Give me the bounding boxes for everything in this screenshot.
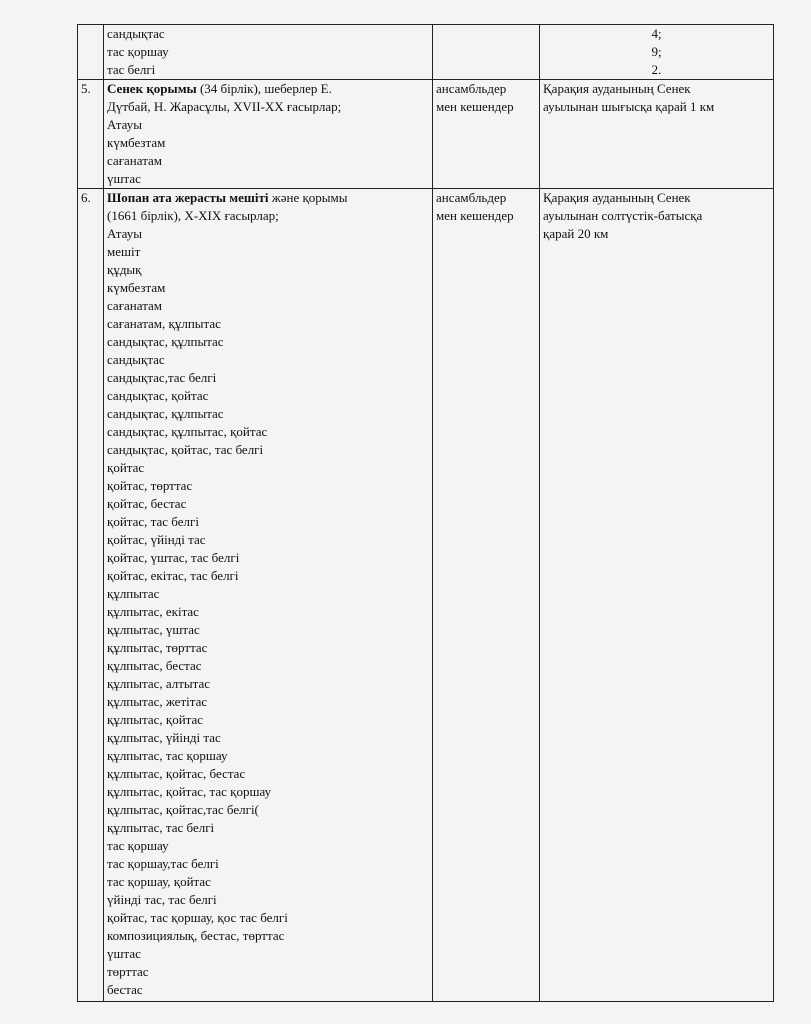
list-item: құлпытас, қойтас bbox=[107, 712, 204, 727]
list-item: сағанатам, құлпытас bbox=[107, 316, 221, 331]
list-item: қойтас, бестас bbox=[107, 496, 187, 511]
list-item: тас қоршау bbox=[107, 838, 169, 853]
table-row bbox=[78, 25, 774, 80]
list-item: құлпытас, қойтас,тас белгі( bbox=[107, 802, 259, 817]
list-item: қойтас, тас белгі bbox=[107, 514, 199, 529]
list-item: құлпытас, үйінді тас bbox=[107, 730, 221, 745]
row-title-line2: (1661 бірлік), X-XIX ғасырлар; bbox=[107, 208, 279, 223]
list-item: құлпытас, тас қоршау bbox=[107, 748, 228, 763]
list-item: қойтас, үйінді тас bbox=[107, 532, 206, 547]
list-item: сағанатам bbox=[107, 153, 163, 168]
row-title-rest: (34 бірлік), шеберлер Е. bbox=[196, 81, 332, 96]
list-item: сандықтас bbox=[107, 352, 165, 367]
list-item: құлпытас, үштас bbox=[107, 622, 200, 637]
list-item: үйінді тас, тас белгі bbox=[107, 892, 217, 907]
list-item: төрттас bbox=[107, 964, 149, 979]
list-item: құдық bbox=[107, 262, 142, 277]
list-item: тас қоршау,тас белгі bbox=[107, 856, 219, 871]
row-counts-cell bbox=[540, 25, 774, 80]
list-item: сандықтас, құлпытас, қойтас bbox=[107, 424, 268, 439]
type-line: мен кешендер bbox=[436, 208, 514, 223]
list-item: құлпытас, төрттас bbox=[107, 640, 208, 655]
list-item: қойтас, тас қоршау, қос тас белгі bbox=[107, 910, 288, 925]
list-item: қойтас, үштас, тас белгі bbox=[107, 550, 240, 565]
list-item: сандықтас bbox=[107, 26, 165, 41]
list-item: тас қоршау, қойтас bbox=[107, 874, 211, 889]
list-item: үштас bbox=[107, 171, 141, 186]
list-item: сандықтас, қойтас, тас белгі bbox=[107, 442, 264, 457]
count-value: 4; bbox=[651, 26, 662, 41]
table-row bbox=[78, 189, 774, 1002]
list-item: күмбезтам bbox=[107, 135, 166, 150]
location-line: ауылынан солтүстік-батысқа bbox=[543, 208, 703, 223]
monuments-table bbox=[77, 24, 774, 1002]
location-line: Қарақия ауданының Сенек bbox=[543, 190, 691, 205]
list-item: құлпытас, жетітас bbox=[107, 694, 208, 709]
row-number: 5. bbox=[78, 80, 104, 189]
row-number: 6. bbox=[78, 189, 104, 1002]
row-title-bold: Шопан ата жерасты мешіті bbox=[107, 190, 269, 205]
count-value: 2. bbox=[651, 62, 662, 77]
list-item: күмбезтам bbox=[107, 280, 166, 295]
row-location-cell bbox=[540, 189, 774, 1002]
list-item: үштас bbox=[107, 946, 141, 961]
list-item: тас қоршау bbox=[107, 44, 169, 59]
row-items-cell bbox=[104, 189, 433, 1002]
list-item: тас белгі bbox=[107, 62, 156, 77]
list-item: Атауы bbox=[107, 226, 142, 241]
row-title-bold: Сенек қорымы bbox=[107, 81, 197, 96]
list-item: құлпытас, бестас bbox=[107, 658, 202, 673]
row-type-cell bbox=[433, 25, 540, 80]
list-item: сандықтас, қойтас bbox=[107, 388, 209, 403]
row-title bbox=[107, 189, 429, 207]
row-location-cell bbox=[540, 80, 774, 189]
table-row bbox=[78, 80, 774, 189]
row-title-rest: және қорымы bbox=[268, 190, 348, 205]
list-item: құлпытас, алтытас bbox=[107, 676, 211, 691]
row-title bbox=[107, 80, 429, 98]
list-item: құлпытас bbox=[107, 586, 160, 601]
row-number-cell bbox=[78, 25, 104, 80]
row-type-cell bbox=[433, 189, 540, 1002]
list-item: қойтас, екітас, тас белгі bbox=[107, 568, 239, 583]
row-items-cell bbox=[104, 80, 433, 189]
row-items-cell bbox=[104, 25, 433, 80]
list-item: композициялық, бестас, төрттас bbox=[107, 928, 285, 943]
list-item: сандықтас,тас белгі bbox=[107, 370, 217, 385]
list-item: қойтас, төрттас bbox=[107, 478, 193, 493]
list-item: құлпытас, қойтас, бестас bbox=[107, 766, 246, 781]
list-item: құлпытас, қойтас, тас қоршау bbox=[107, 784, 272, 799]
list-item: құлпытас, тас белгі bbox=[107, 820, 215, 835]
type-line: ансамбльдер bbox=[436, 190, 507, 205]
list-item: сандықтас, құлпытас bbox=[107, 334, 224, 349]
row-title-line2: Дүтбай, Н. Жарасұлы, XVII-XX ғасырлар; bbox=[107, 99, 342, 114]
row-type-cell bbox=[433, 80, 540, 189]
location-line: Қарақия ауданының Сенек bbox=[543, 81, 691, 96]
count-value: 9; bbox=[651, 44, 662, 59]
list-item: мешіт bbox=[107, 244, 141, 259]
list-item: қойтас bbox=[107, 460, 145, 475]
type-line: ансамбльдер bbox=[436, 81, 507, 96]
list-item: құлпытас, екітас bbox=[107, 604, 199, 619]
location-line: қарай 20 км bbox=[543, 226, 609, 241]
list-item: Атауы bbox=[107, 117, 142, 132]
type-line: мен кешендер bbox=[436, 99, 514, 114]
list-item: бестас bbox=[107, 982, 143, 997]
list-item: сағанатам bbox=[107, 298, 163, 313]
list-item: сандықтас, құлпытас bbox=[107, 406, 224, 421]
location-line: ауылынан шығысқа қарай 1 км bbox=[543, 99, 715, 114]
